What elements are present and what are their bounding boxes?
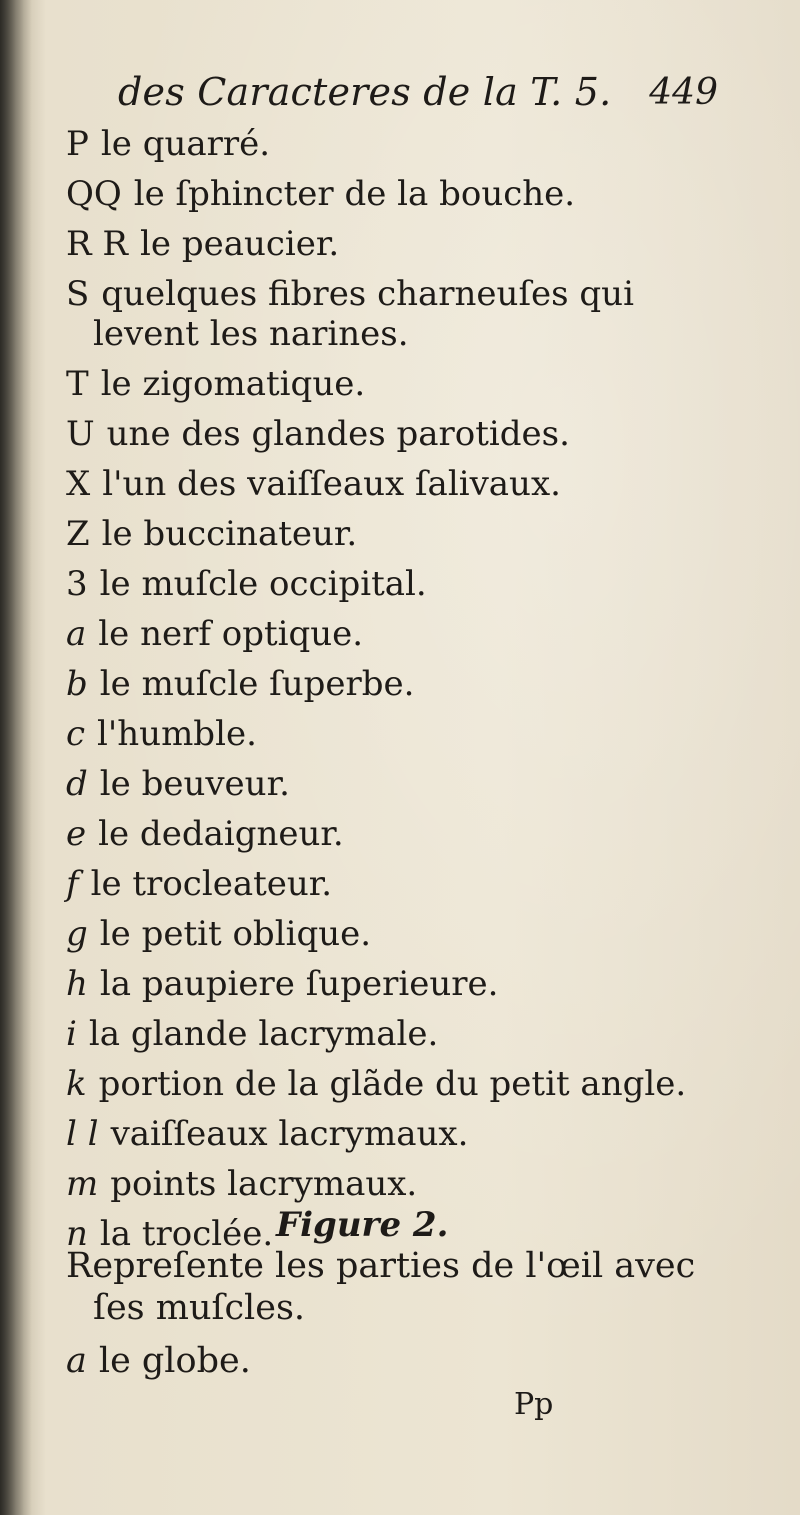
legend-entry: [66, 914, 756, 954]
entry-key: 3: [66, 564, 88, 604]
entry-text: vaiſſeaux lacrymaux.: [110, 1114, 469, 1154]
entry-key: l l: [66, 1114, 99, 1154]
legend-entry: [66, 1014, 756, 1054]
entry-key: i: [66, 1014, 77, 1054]
entry-key: h: [66, 964, 88, 1004]
entry-text: quelques fibres charneuſes qui: [101, 274, 634, 314]
legend-entry: [66, 224, 756, 264]
entry-key: n: [66, 1214, 88, 1254]
entry-key: k: [66, 1064, 87, 1104]
legend-entry: [66, 814, 756, 854]
entry-text: le dedaigneur.: [98, 814, 344, 854]
entry-text: le trocleateur.: [90, 864, 333, 904]
legend-entry: [66, 614, 756, 654]
entry-key: T: [66, 364, 89, 404]
entry-text: le nerf optique.: [98, 614, 364, 654]
entry-text: le buccinateur.: [101, 514, 358, 554]
entry-key: QQ: [66, 174, 122, 214]
entry-text: le petit oblique.: [99, 914, 372, 954]
legend-entry: [66, 964, 756, 1004]
entry-key: g: [66, 914, 88, 954]
entry-key: S: [66, 274, 90, 314]
legend-entry: [66, 1164, 756, 1204]
entry-text: le zigomatique.: [100, 364, 366, 404]
entry-text: la troclée.: [99, 1214, 274, 1254]
page-number: 449: [649, 72, 718, 113]
entry-text: l'un des vaiſſeaux ſalivaux.: [102, 464, 561, 504]
page-header: [118, 70, 718, 126]
legend-entry: [66, 714, 756, 754]
entry-text: portion de la glãde du petit angle.: [98, 1064, 687, 1104]
figure-item: [66, 1340, 251, 1382]
entry-key: P: [66, 124, 89, 164]
entry-text: le ſphincter de la bouche.: [133, 174, 576, 214]
legend-entry: [66, 1114, 756, 1154]
entry-text: points lacrymaux.: [110, 1164, 418, 1204]
entry-text: la glande lacrymale.: [88, 1014, 439, 1054]
binding-shadow: [0, 0, 32, 1515]
legend-entry: [66, 414, 756, 454]
figure-description: [66, 1245, 756, 1329]
entry-key: a: [66, 614, 87, 654]
entry-key: X: [66, 464, 91, 504]
legend-entry: [66, 564, 756, 604]
entry-key: c: [66, 714, 86, 754]
legend-entry: [66, 364, 756, 404]
figure-item-key: a: [66, 1341, 87, 1381]
entry-key: m: [66, 1164, 99, 1204]
entry-text: l'humble.: [97, 714, 257, 754]
entry-text: le quarré.: [100, 124, 271, 164]
entry-key: Z: [66, 514, 90, 554]
entry-key: U: [66, 414, 95, 454]
legend-entry: [66, 1064, 756, 1104]
figure-item-text: le globe.: [98, 1341, 251, 1381]
entry-text: le muſcle occipital.: [99, 564, 427, 604]
legend-list: [66, 124, 756, 1264]
figure-description-continuation: ſes muſcles.: [93, 1288, 306, 1328]
entry-text: la paupiere ſuperieure.: [99, 964, 499, 1004]
legend-entry: [66, 514, 756, 554]
catchword: Pp: [514, 1387, 554, 1422]
running-title: des Caracteres de la T. 5.: [118, 70, 612, 114]
legend-entry: [66, 764, 756, 804]
entry-key: f: [66, 864, 79, 904]
entry-text: une des glandes parotides.: [106, 414, 570, 454]
entry-key: b: [66, 664, 88, 704]
legend-entry: [66, 664, 756, 704]
legend-entry: [66, 864, 756, 904]
legend-entry: [66, 464, 756, 504]
figure-description-text: Repreſente les parties de l'œil avec: [66, 1246, 696, 1286]
entry-key: e: [66, 814, 87, 854]
legend-entry: [66, 174, 756, 214]
legend-entry: [66, 274, 756, 354]
entry-key: R R: [66, 224, 129, 264]
legend-entry: [66, 124, 756, 164]
entry-text: le beuveur.: [99, 764, 290, 804]
figure-title: Figure 2.: [276, 1205, 449, 1245]
entry-text: le muſcle ſuperbe.: [99, 664, 415, 704]
entry-key: d: [66, 764, 88, 804]
entry-text: le peaucier.: [140, 224, 340, 264]
entry-continuation: levent les narines.: [93, 314, 409, 354]
